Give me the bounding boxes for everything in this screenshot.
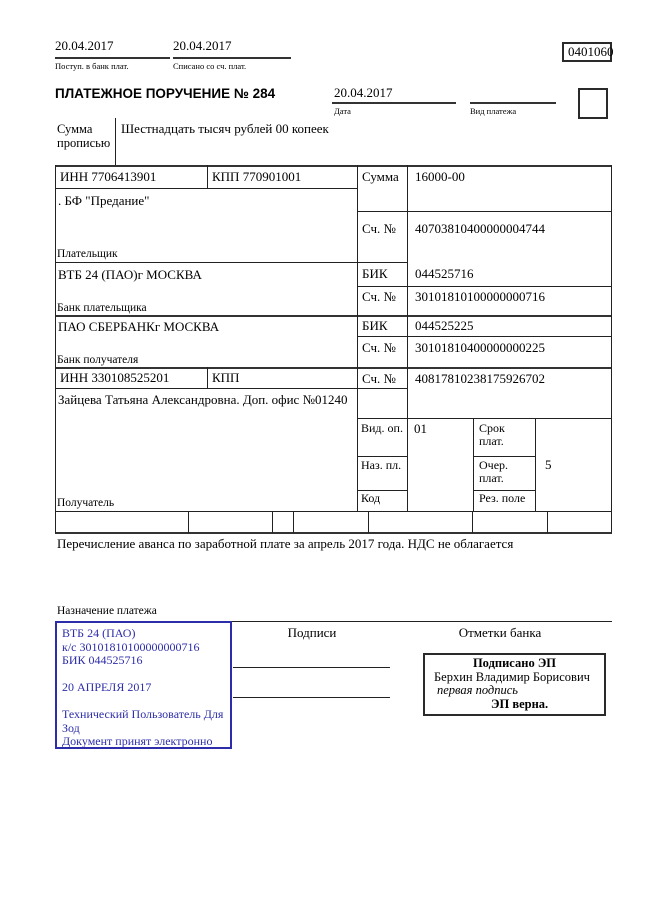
op-type-value: 01 (414, 421, 427, 436)
document-title: ПЛАТЕЖНОЕ ПОРУЧЕНИЕ № 284 (55, 86, 276, 101)
payee-bank-account-label: Сч. № (362, 340, 396, 355)
date-label: Дата (334, 106, 351, 116)
payment-type-underline (470, 102, 556, 104)
table-border (357, 418, 612, 419)
table-border (55, 367, 612, 369)
table-border (55, 315, 612, 317)
table-border (272, 511, 273, 533)
e-signature-title: Подписано ЭП (472, 656, 557, 670)
debited-date-label: Списано со сч. плат. (173, 61, 247, 71)
table-border (473, 456, 536, 457)
table-border (357, 336, 612, 337)
bank-stamp-line: Зод (62, 721, 80, 735)
payer-bank-name: ВТБ 24 (ПАО)г МОСКВА (58, 267, 202, 282)
sum-value: 16000-00 (415, 169, 465, 184)
reserve-field-label: Рез. поле (479, 491, 526, 505)
table-border (55, 188, 358, 189)
amount-words-label-2: прописью (57, 136, 111, 150)
payee-account-value: 40817810238175926702 (415, 371, 545, 386)
payee-kpp: КПП (212, 370, 240, 385)
payee-name: Зайцева Татьяна Александровна. Доп. офис №01240 (58, 392, 348, 407)
document-date: 20.04.2017 (334, 85, 393, 100)
form-code: 0401060 (568, 44, 614, 59)
table-border (357, 456, 408, 457)
table-border (407, 165, 408, 512)
table-border (188, 511, 189, 533)
form-code-box (562, 42, 612, 62)
payee-bank-label: Банк получателя (57, 354, 139, 366)
bank-stamp-line (62, 695, 225, 709)
amount-words-divider (115, 118, 116, 166)
signature-section-topline (232, 621, 612, 622)
code-label: Код (361, 491, 381, 505)
table-border (55, 165, 612, 167)
amount-words-value: Шестнадцать тысяч рублей 00 копеек (121, 121, 329, 136)
priority-label: Очер. плат. (479, 458, 509, 486)
status-box (578, 88, 608, 119)
payer-bank-account-value: 30101810100000000716 (415, 289, 545, 304)
op-type-label: Вид. оп. (361, 421, 403, 435)
e-signature-stamp (423, 653, 606, 716)
table-border (55, 532, 612, 534)
payer-bank-label: Банк плательщика (57, 302, 147, 314)
signature-line (233, 667, 390, 668)
table-border (535, 418, 536, 512)
e-signature-verified: ЭП верна. (491, 696, 549, 711)
received-date-label: Поступ. в банк плат. (55, 61, 129, 71)
payer-kpp: КПП 770901001 (212, 169, 302, 184)
payer-name: . БФ "Предание" (58, 193, 150, 208)
payee-bank-bik-label: БИК (362, 318, 388, 333)
sum-label: Сумма (362, 169, 399, 184)
table-border (207, 165, 208, 189)
bank-stamp-line: ВТБ 24 (ПАО) (62, 627, 136, 640)
payer-bank-bik-value: 044525716 (415, 266, 474, 281)
bank-stamp-line: Технический Пользователь Для (62, 708, 224, 721)
table-border (547, 511, 548, 533)
bank-marks-title: Отметки банка (458, 625, 542, 640)
payer-inn: ИНН 7706413901 (60, 169, 157, 184)
bank-stamp (55, 621, 232, 749)
table-border (55, 388, 408, 389)
signature-line (233, 697, 390, 698)
payer-bank-account-label: Сч. № (362, 289, 396, 304)
payer-label: Плательщик (57, 248, 118, 260)
pay-term-label: Срок плат. (479, 421, 505, 449)
priority-value: 5 (545, 457, 552, 472)
payee-label: Получатель (57, 497, 115, 509)
table-border (55, 262, 408, 263)
date-underline (332, 102, 456, 104)
payment-type-label: Вид платежа (470, 106, 517, 116)
table-border (55, 511, 612, 512)
e-signature-subtitle: первая подпись (437, 683, 518, 697)
table-border (611, 165, 612, 533)
debited-date: 20.04.2017 (173, 38, 232, 53)
payee-account-label: Сч. № (362, 371, 396, 386)
bank-stamp-line: БИК 044525716 (62, 654, 143, 667)
table-border (368, 511, 369, 533)
debited-date-underline (173, 57, 291, 59)
table-border (293, 511, 294, 533)
payee-bank-bik-value: 044525225 (415, 318, 474, 333)
payee-bank-name: ПАО СБЕРБАНКг МОСКВА (58, 319, 220, 334)
payer-account-label: Сч. № (362, 221, 396, 236)
amount-words-label-1: Сумма (57, 122, 93, 136)
purpose-text: Перечисление аванса по заработной плате за апрель 2017 года. НДС не облагается (57, 536, 514, 551)
payer-bank-bik-label: БИК (362, 266, 388, 281)
payee-inn: ИНН 330108525201 (60, 370, 170, 385)
bank-stamp-line (62, 668, 225, 682)
table-border (472, 511, 473, 533)
signatures-title: Подписи (287, 625, 337, 640)
received-date-underline (55, 57, 170, 59)
table-border (357, 211, 612, 212)
received-date: 20.04.2017 (55, 38, 114, 53)
table-border (357, 286, 612, 287)
payer-account-value: 40703810400000004744 (415, 221, 545, 236)
bank-stamp-line: к/с 30101810100000000716 (62, 640, 200, 654)
table-border (357, 165, 358, 512)
table-border (207, 367, 208, 388)
bank-stamp-line: 20 АПРЕЛЯ 2017 (62, 681, 152, 694)
payee-bank-account-value: 30101810400000000225 (415, 340, 545, 355)
purpose-label: Назначение платежа (57, 605, 157, 617)
e-signature-name: Берхин Владимир Борисович (434, 669, 590, 684)
table-border (55, 165, 56, 533)
table-border (473, 418, 474, 512)
purpose-code-label: Наз. пл. (361, 458, 402, 472)
bank-stamp-line: Документ принят электронно (62, 735, 213, 748)
